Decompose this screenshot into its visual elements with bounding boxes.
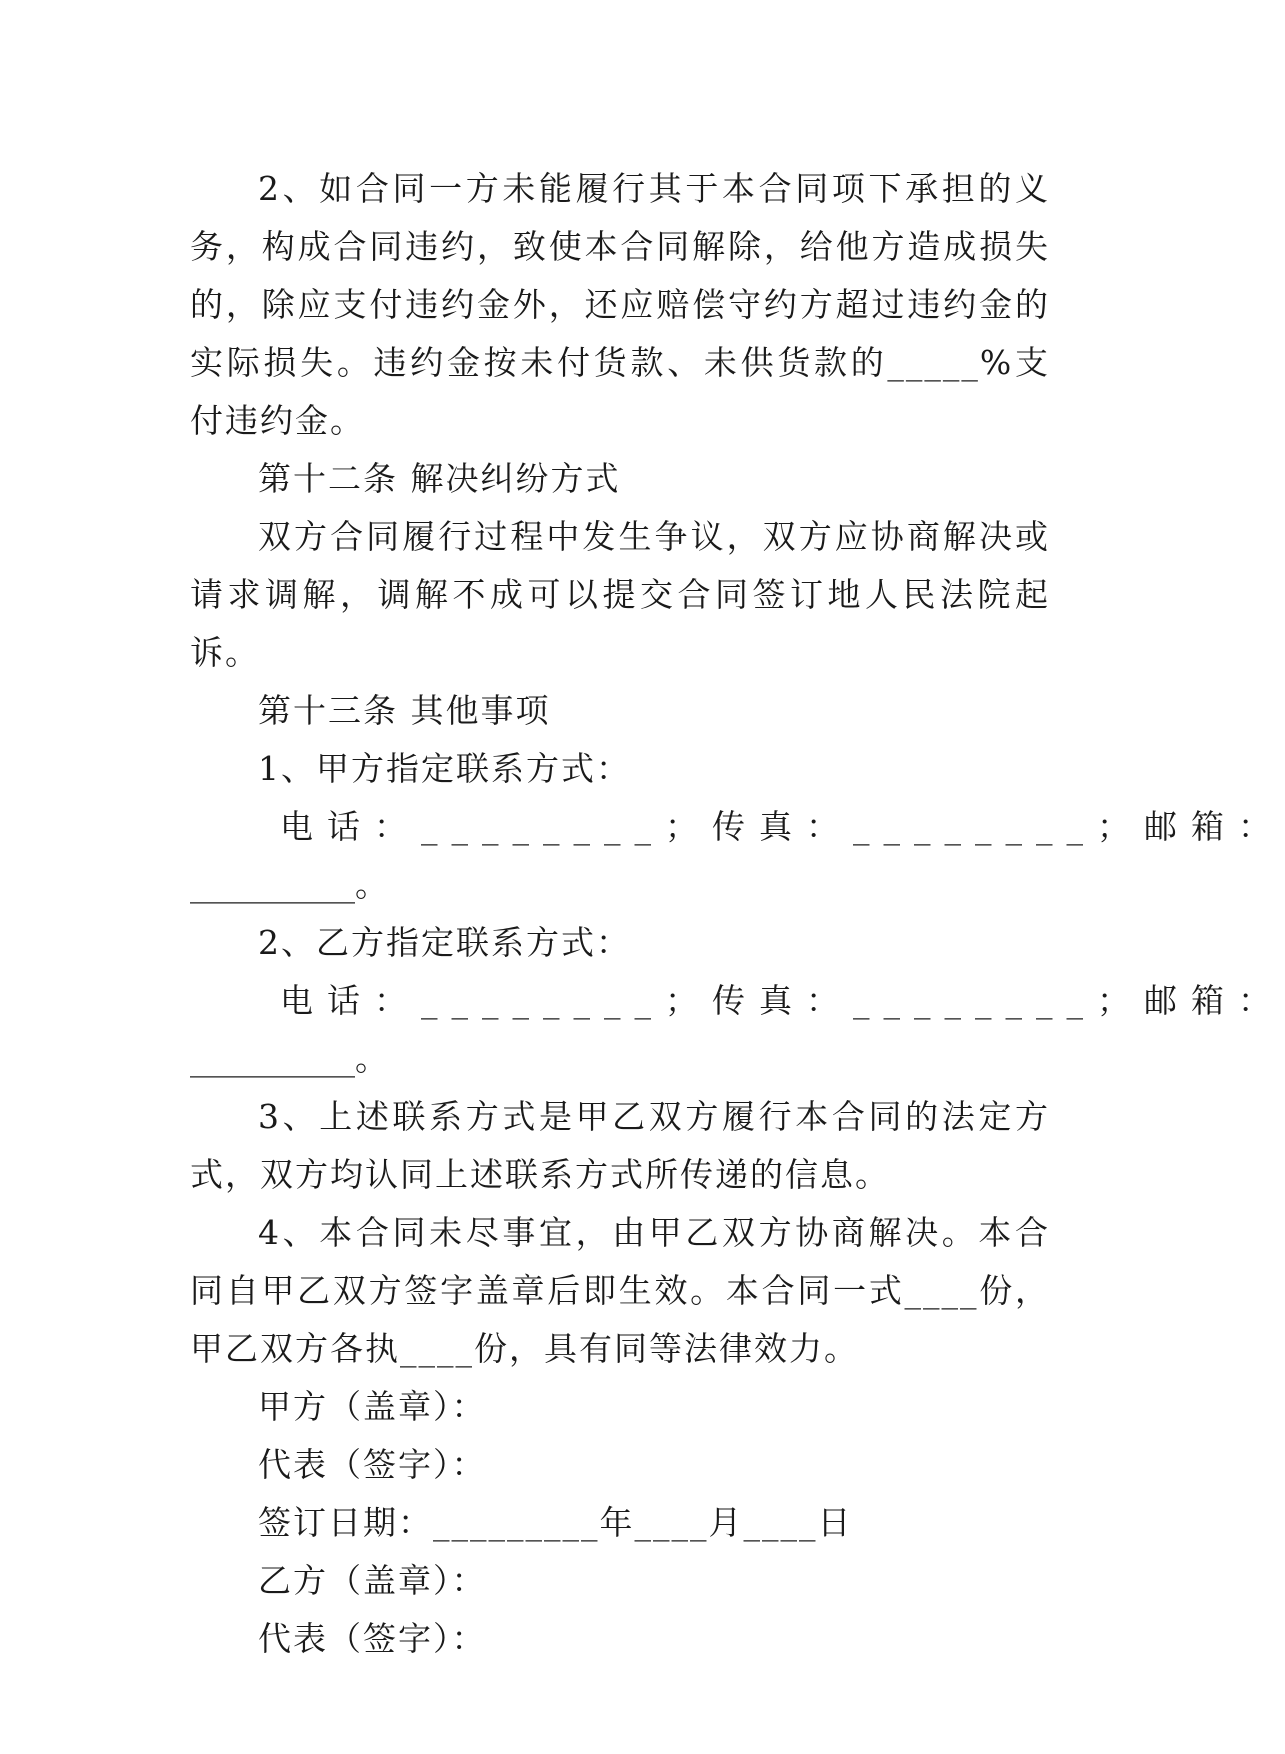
- party-b-email: 邮箱：: [1144, 981, 1285, 1020]
- party-a-email: 邮箱：: [1144, 807, 1285, 846]
- unfinished-matters-paragraph: 4、本合同未尽事宜，由甲乙双方协商解决。本合同自甲乙双方签字盖章后即生效。本合同一式____份，甲乙双方各执____份，具有同等法律效力。: [190, 1213, 1050, 1368]
- party-b-contact-heading: 2、乙方指定联系方式：: [258, 923, 631, 962]
- party-a-contact-heading: 1、甲方指定联系方式：: [258, 749, 631, 788]
- party-b-fax: 传真：________；: [712, 981, 1144, 1020]
- party-b-contact-line: [190, 972, 1285, 1030]
- dispute-paragraph: 双方合同履行过程中发生争议，双方应协商解决或请求调解，调解不成可以提交合同签订地人民法院起诉。: [190, 517, 1050, 672]
- party-a-email-blank: __________。: [190, 865, 388, 904]
- party-a-fax: 传真：________；: [712, 807, 1144, 846]
- party-b-phone: 电话：________；: [280, 981, 712, 1020]
- party-a-representative-label: 代表（签字）：: [258, 1445, 487, 1484]
- party-a-phone: 电话：________；: [280, 807, 712, 846]
- contract-body: [190, 160, 1285, 1668]
- clause-breach-paragraph: 2、如合同一方未能履行其于本合同项下承担的义务，构成合同违约，致使本合同解除，给他方造成损失的，除应支付违约金外，还应赔偿守约方超过违约金的实际损失。违约金按未付货款、未供货款的_____%支付违约金。: [190, 169, 1050, 440]
- party-b-email-blank: __________。: [190, 1039, 388, 1078]
- article-13-heading: 第十三条 其他事项: [258, 691, 551, 730]
- party-b-representative-label: 代表（签字）：: [258, 1619, 487, 1658]
- legal-contact-paragraph: 3、上述联系方式是甲乙双方履行本合同的法定方式，双方均认同上述联系方式所传递的信息。: [190, 1097, 1050, 1194]
- party-b-seal-label: 乙方（盖章）：: [258, 1561, 487, 1600]
- article-12-heading: 第十二条 解决纠纷方式: [258, 459, 621, 498]
- party-a-contact-line: [190, 798, 1285, 856]
- party-a-seal-label: 甲方（盖章）：: [258, 1387, 487, 1426]
- signing-date-label: 签订日期：_________年____月____日: [258, 1503, 853, 1542]
